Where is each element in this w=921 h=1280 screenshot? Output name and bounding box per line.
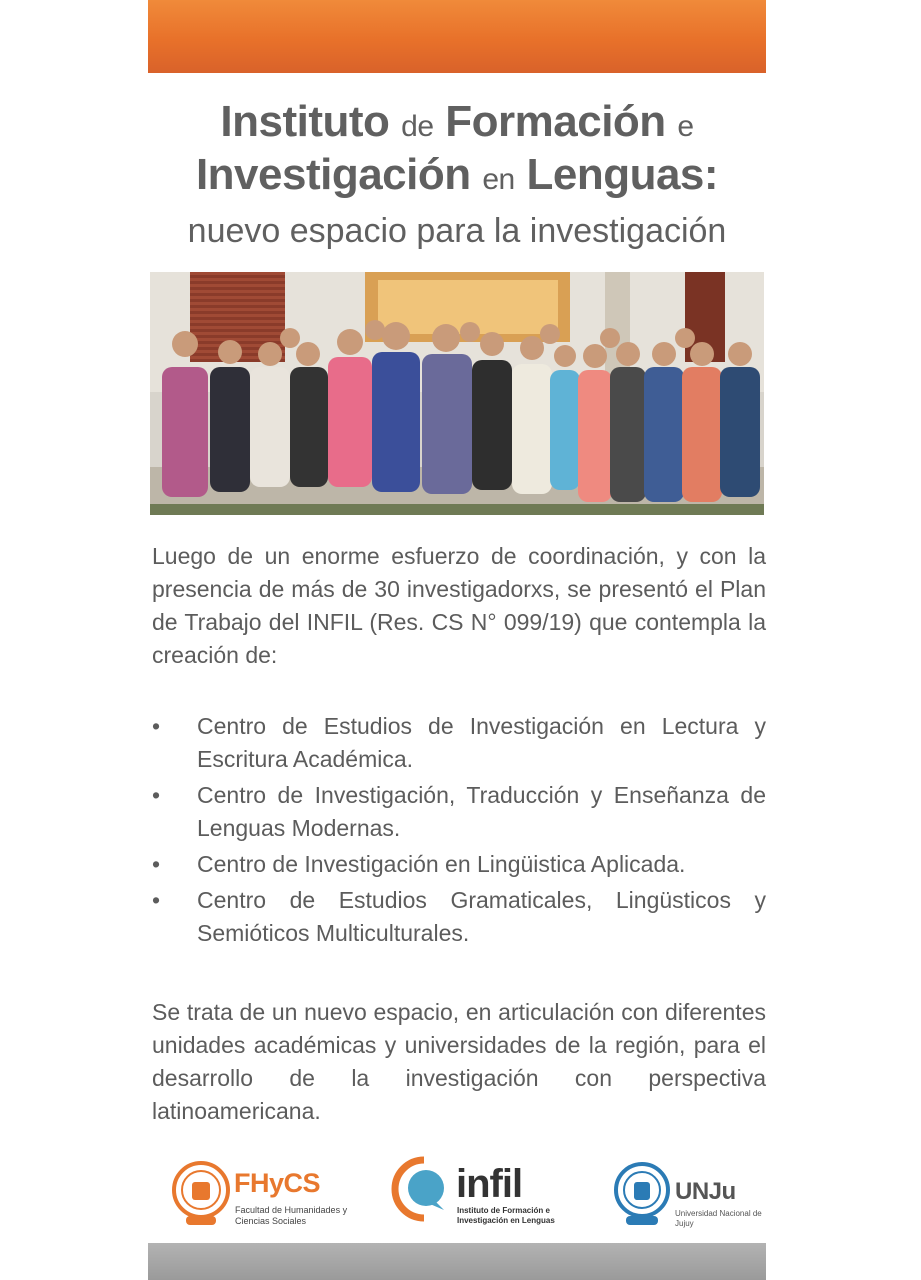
list-item <box>148 779 766 845</box>
bullet-icon: • <box>152 851 161 877</box>
title-line-2 <box>148 151 766 204</box>
group-photo <box>150 272 764 515</box>
page-subtitle: nuevo espacio para la investigación <box>187 212 727 250</box>
centers-list <box>148 710 766 953</box>
title-word: e <box>677 110 694 143</box>
closing-paragraph: Se trata de un nuevo espacio, en articulación con diferentes unidades académicas y universidades de la región, para el desarrollo de la investigación con perspectiva latinoamericana. <box>152 999 766 1124</box>
title-line-1 <box>148 98 766 151</box>
fhycs-logo-name: FHyCS <box>234 1168 321 1198</box>
title-word: Lenguas: <box>526 150 719 199</box>
fhycs-seal-icon <box>172 1158 230 1228</box>
page-title <box>148 98 766 254</box>
list-item-text: Centro de Estudios Gramaticales, Lingüsticos y Semióticos Multiculturales. <box>197 887 766 946</box>
list-item <box>148 884 766 950</box>
infil-logo-icon <box>390 1156 452 1222</box>
title-word: de <box>401 110 434 143</box>
list-item-text: Centro de Investigación, Traducción y Enseñanza de Lenguas Modernas. <box>197 782 766 841</box>
group-photo-image <box>150 272 764 515</box>
title-word: Investigación <box>195 150 471 199</box>
fhycs-logo-subtitle: Facultad de Humanidades y Ciencias Sociales <box>235 1205 348 1226</box>
unju-logo-name: UNJu <box>675 1178 736 1205</box>
bullet-icon: • <box>152 782 161 808</box>
infil-logo-subtitle: Instituto de Formación e Investigación en Lenguas <box>457 1206 555 1225</box>
list-item <box>148 710 766 776</box>
list-item <box>148 848 766 881</box>
unju-seal-icon <box>614 1160 670 1228</box>
title-word: Formación <box>445 97 666 146</box>
bullet-icon: • <box>152 713 161 739</box>
top-orange-band <box>148 0 766 73</box>
title-word: en <box>482 163 515 196</box>
title-word: Instituto <box>220 97 390 146</box>
bullet-icon: • <box>152 887 161 913</box>
flyer <box>148 0 766 1280</box>
list-item-text: Centro de Estudios de Investigación en Lectura y Escritura Académica. <box>197 713 766 772</box>
infil-logo-name: infil <box>456 1162 523 1206</box>
list-item-text: Centro de Investigación en Lingüistica Aplicada. <box>197 851 686 877</box>
bottom-gray-band <box>148 1243 766 1280</box>
unju-logo-subtitle: Universidad Nacional de Jujuy <box>675 1209 762 1228</box>
intro-paragraph: Luego de un enorme esfuerzo de coordinación, y con la presencia de más de 30 investigadorxs, se presentó el Plan de Trabajo del INFIL (Res. CS N° 099/19) que contempla la creación de: <box>152 543 766 668</box>
logos-row <box>148 1150 766 1235</box>
